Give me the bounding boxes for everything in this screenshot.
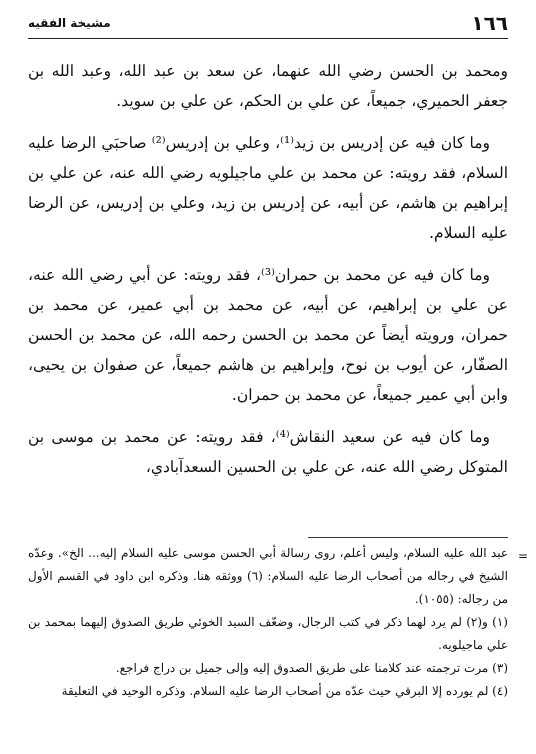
- footnote: (٣) مرت ترجمته عند كلامنا على طريق الصدوق إليه وإلى جميل بن دراج فراجع.: [115, 661, 508, 675]
- footnote: (٤) لم يورده إلا البرقي حيث عدّه من أصحاب الرضا عليه السلام. وذكره الوحيد في التعليقة: [61, 684, 508, 698]
- paragraph: وما كان فيه عن سعيد النقاش⁽⁴⁾، فقد رويته: عن محمد بن موسى بن المتوكل رضي الله عنه، عن علي بن الحسين السعدآبادي،: [28, 428, 508, 476]
- footnote-continuation: عبد الله عليه السلام، وليس أعلم، روى رسالة أبي الحسن موسى عليه السلام إليه... الخ». وعدّه الشيخ في رجاله من أصحاب الرضا عليه السلام: (٦) ووثقه هنا. وذكره ابن داود في القسم الأول من رجاله: (١٠٥٥).: [28, 546, 508, 606]
- footnote: (١) و(٢) لم يرد لهما ذكر في كتب الرجال، وضعّف السيد الخوئي طريق الصدوق إليهما بمحمد بن علي ماجيلويه.: [28, 615, 508, 652]
- page-header: [28, 10, 508, 36]
- footnotes: [28, 542, 508, 703]
- paragraph: وما كان فيه عن محمد بن حمران⁽³⁾، فقد رويته: عن أبي رضي الله عنه، عن علي بن إبراهيم، عن أبيه، عن محمد بن أبي عمير، عن محمد بن حمران، ورويته أيضاً عن محمد بن الحسن رحمه الله، عن محمد بن الحسن الصفّار، عن أيوب بن نوح، وإبراهيم بن هاشم جميعاً، عن صفوان بن يحيى، وابن أبي عمير جميعاً، عن محمد بن حمران.: [28, 266, 508, 404]
- paragraph: وما كان فيه عن إدريس بن زيد⁽¹⁾، وعلي بن إدريس⁽²⁾ صاحبَي الرضا عليه السلام، فقد رويته: عن محمد بن علي ماجيلويه رضي الله عنه، عن علي بن إبراهيم بن هاشم، عن أبيه، عن إدريس بن زيد، وعلي بن إدريس، عن الرضا عليه السلام.: [28, 134, 508, 242]
- main-text: [28, 56, 508, 494]
- paragraph: ومحمد بن الحسن رضي الله عنهما، عن سعد بن عبد الله، وعبد الله بن جعفر الحميري، جميعاً، عن علي بن الحكم، عن علي بن سويد.: [28, 62, 508, 110]
- running-title: مشيخة الفقيه: [28, 16, 111, 30]
- page-number: ١٦٦: [471, 11, 508, 35]
- footnote-separator: [308, 537, 508, 538]
- header-rule: [28, 38, 508, 39]
- continuation-marker: =: [517, 549, 528, 563]
